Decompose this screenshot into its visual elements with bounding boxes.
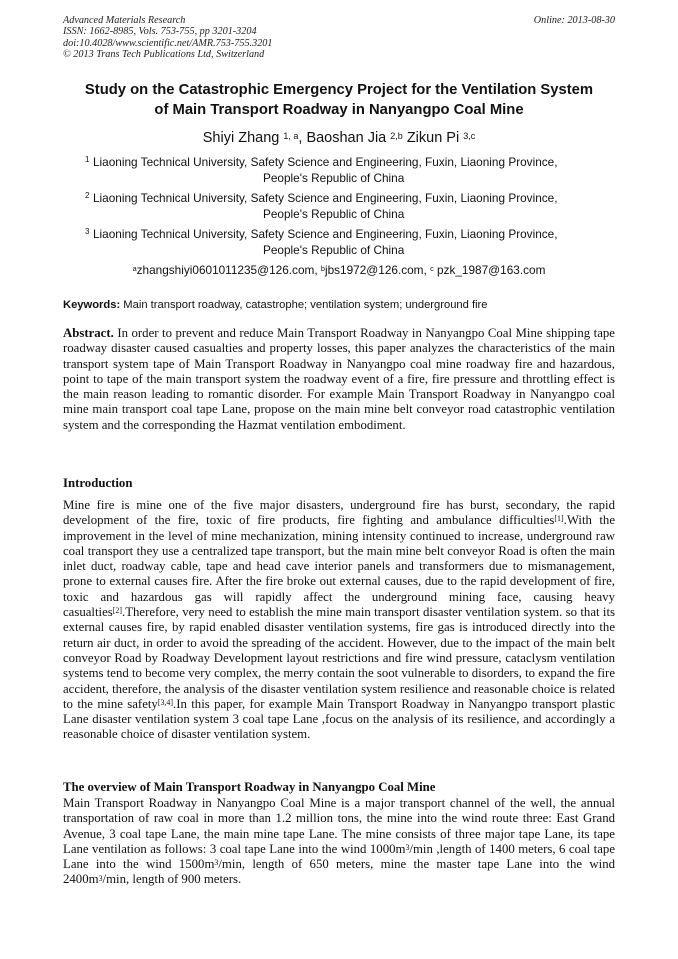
affiliation-country: People's Republic of China — [263, 242, 405, 257]
author-superscript: 2,b — [390, 130, 403, 141]
introduction-paragraph — [63, 498, 615, 743]
online-date: Online: 2013-08-30 — [533, 15, 615, 26]
journal-header — [63, 15, 615, 61]
copyright-line: © 2013 Trans Tech Publications Ltd, Switzerland — [63, 49, 265, 61]
body-text: Mine fire is mine one of the five major disasters, underground fire has burst, secondary, the rapid development of the fire, toxic of fire products, fire fighting and ambulance difficulties — [63, 498, 615, 528]
email-superscript: b — [320, 264, 325, 274]
keywords-text: Main transport roadway, catastrophe; ventilation system; underground fire — [120, 299, 488, 311]
body-text: Main Transport Roadway in Nanyangpo Coal Mine is a major transport channel of the well, the annual transportation of raw coal in more than 1.2 million tons, the mine into the wind route three: East Grand Avenue, 3 coal tape Lane, the main mine tape Lane. The mine consists of three major tape Lane, its tape Lane ventilation as follows: 3 coal tape Lane into the wind 1000m — [63, 796, 615, 856]
title-line-1: Study on the Catastrophic Emergency Project for the Ventilation System — [84, 82, 594, 98]
affiliation-number: 1 — [85, 155, 90, 164]
overview-paragraph — [63, 796, 615, 888]
body-text: .With the improvement in the level of mine mechanization, mining intensity continued to increase, underground raw coal transport they use a centralized tape transport, but the main mine belt conveyor Road is often the main inlet duct, roadway cable, tape and head cave interior panels and transformers due to mismanagement, prone to external causes fire. After the fire broke out external causes, due to the rapid development of fire, toxic and hazardous gas will rapidly affect the underground mining face, causing heavy casualties — [63, 513, 615, 620]
author-superscript: 3,c — [463, 130, 476, 141]
superscript: 3 — [214, 858, 219, 868]
author-name: Zikun Pi — [406, 130, 460, 146]
superscript: 3 — [98, 873, 103, 883]
issn-line: ISSN: 1662-8985, Vols. 753-755, pp 3201-3204 — [63, 26, 257, 38]
affiliation-line: Liaoning Technical University, Safety Science and Engineering, Fuxin, Liaoning Province, — [93, 191, 558, 205]
keywords-label: Keywords: — [63, 299, 121, 311]
affiliation-number: 2 — [85, 191, 90, 200]
abstract — [63, 326, 615, 433]
affiliation-line: Liaoning Technical University, Safety Science and Engineering, Fuxin, Liaoning Province, — [93, 227, 558, 241]
author-separator: , — [298, 130, 307, 146]
email-address: pzk_1987@163.com — [433, 263, 546, 277]
superscript: 3 — [405, 842, 410, 852]
citation: [3,4] — [157, 697, 174, 707]
author-list — [0, 129, 678, 147]
citation: [1] — [554, 514, 564, 524]
email-superscript: c — [430, 264, 434, 274]
body-text: .Therefore, very need to establish the mine main transport disaster ventilation system. so that its external causes fire, by rapid enabled disaster ventilation systems, fire gas is introduced directly into the return air duct, in order to avoid the spreading of the accident. However, due to the impact of the main belt conveyor Road by Roadway Development layout restrictions and fire wind pressure, cataclysm ventilation systems tend to become very complex, the merry contain the soot vulnerable to disorders, to expand the fire accident, therefore, the analysis of the disaster ventilation system resilience and reasonable choice is related to the mine safety — [63, 605, 615, 711]
abstract-text: In order to prevent and reduce Main Transport Roadway in Nanyangpo Coal Mine shipping tape roadway disaster caused casualties and property losses, this paper analyzes the characteristics of the main transport system tape of Main Transport Roadway in Nanyangpo coal mine roadway fire and hazardous, point to tape of the main transport system the roadway event of a fire, fire pressure and throttling effect is the main reason leading to romantic disorder. For example Main Transport Roadway in Nanyangpo coal mine main transport coal tape Lane, propose on the main mine belt conveyor road catastrophic ventilation system and the corresponding the Hazmat ventilation embodiment. — [63, 326, 615, 432]
affiliation-number: 3 — [85, 227, 90, 236]
citation: [2] — [112, 606, 122, 616]
author-name: Shiyi Zhang — [202, 130, 280, 146]
abstract-label: Abstract. — [63, 326, 114, 340]
journal-name: Advanced Materials Research — [63, 15, 186, 26]
affiliation-line: Liaoning Technical University, Safety Science and Engineering, Fuxin, Liaoning Province, — [93, 155, 558, 169]
keywords — [63, 298, 615, 313]
overview-heading: The overview of Main Transport Roadway in Nanyangpo Coal Mine — [63, 780, 436, 794]
email-address: zhangshiyi0601011235@126.com, — [136, 263, 321, 277]
email-list — [0, 263, 678, 278]
affiliation — [85, 155, 605, 186]
title-line-2: of Main Transport Roadway in Nanyangpo Coal Mine — [154, 102, 524, 118]
introduction-heading: Introduction — [63, 476, 133, 490]
doi-line: doi:10.4028/www.scientific.net/AMR.753-755.3201 — [63, 37, 273, 49]
author-superscript: 1, a — [283, 130, 299, 141]
affiliation — [85, 227, 605, 258]
affiliation — [85, 191, 605, 222]
affiliation-country: People's Republic of China — [263, 170, 405, 185]
author-name: Baoshan Jia — [306, 130, 387, 146]
body-text: /min, length of 900 meters. — [102, 872, 242, 887]
body-text: /min, length of 650 meters, mine the master tape Lane into the wind 2400m — [63, 857, 615, 887]
paper-title — [50, 80, 628, 120]
email-superscript: a — [132, 264, 137, 274]
body-text: /min ,length of 1400 meters, 6 coal tape Lane into the wind 1500m — [63, 841, 615, 872]
email-address: jbs1972@126.com, — [324, 263, 431, 277]
affiliation-country: People's Republic of China — [263, 206, 405, 221]
body-text: .In this paper, for example Main Transport Roadway in Nanyangpo transport plastic Lane disaster ventilation system 3 coal tape Lane ,focus on the analysis of its resilience, and accordingly a reasonable choice of disaster ventilation system. — [63, 696, 615, 742]
